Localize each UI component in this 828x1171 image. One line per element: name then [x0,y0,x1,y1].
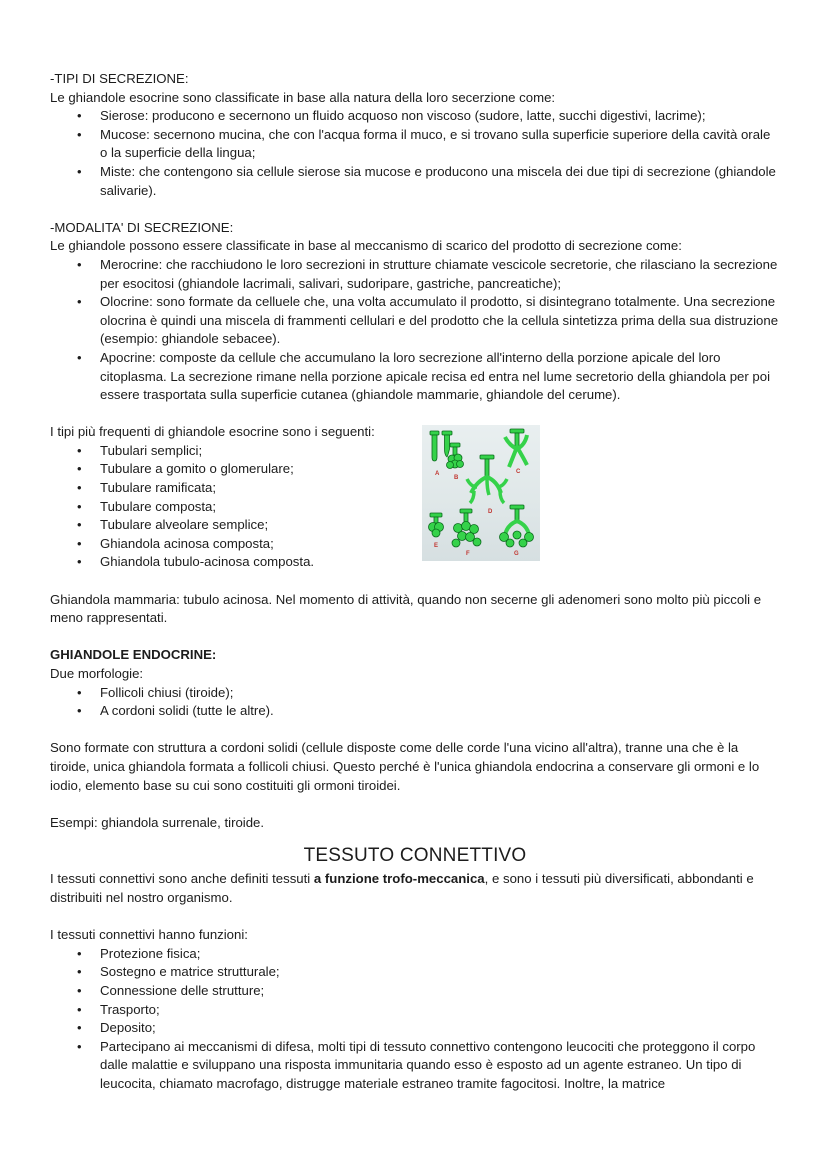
figure-label-g: G [514,551,519,558]
figure-label-b: B [454,475,459,482]
gland-types-block [50,423,780,572]
list-item: • Tubulare composta; [100,498,780,517]
list-item: • Olocrine: sono formate da celluele che, una volta accumulato il prodotto, si disintegrano totalmente. Una secrezione olocrina è quindi una miscela di frammenti cellulari e del prodotto che la cellula sintetizza prima della sua distruzione (esempio: ghiandole sebacee). [100,293,780,349]
connective-functions-list [50,945,780,1094]
list-item: • Ghiandola tubulo-acinosa composta. [100,553,780,572]
connective-functions-intro: I tessuti connettivi hanno funzioni: [50,927,248,943]
secretion-types-intro: Le ghiandole esocrine sono classificate in base alla natura della loro secerzione come: [50,89,556,105]
secretion-types-heading: -TIPI DI SECREZIONE: [50,71,189,86]
document-page [50,70,780,1093]
secretion-modes-heading: -MODALITA' DI SECREZIONE: [50,219,234,235]
secretion-types-list [50,107,780,200]
figure-label-f: F [466,551,470,558]
secretion-modes-list [50,256,780,405]
list-item: • Connessione delle strutture; [100,982,780,1001]
list-item: • Miste: che contengono sia cellule sierose sia mucose e producono una miscela dei due tipi di secrezione (ghiandole salivarie). [100,163,780,200]
figure-label-a: A [435,471,440,478]
gland-shape-e [429,513,444,537]
list-item: • Sostegno e matrice strutturale; [100,963,780,982]
gland-shape-c [505,429,527,467]
list-item: • Mucose: secernono mucina, che con l'acqua forma il muco, e si trovano sulla superficie superiore della cavità orale o la superficie della lingua; [100,126,780,163]
list-item: • Apocrine: composte da cellule che accumulano la loro secrezione all'interno della porzione apicale del loro citoplasma. La secrezione rimane nella porzione apicale recisa ed entra nel lume secretorio della ghiandola per poi essere trasportata sulla superficie cutanea (ghiandole mammarie, ghiandole del cerume). [100,349,780,405]
gland-types-intro: I tipi più frequenti di ghiandole esocrine sono i seguenti: [50,424,375,440]
list-item: • A cordoni solidi (tutte le altre). [100,702,780,721]
mammary-paragraph: Ghiandola mammaria: tubulo acinosa. Nel momento di attività, quando non secerne gli adenomeri sono molto più piccoli e meno rappresentati. [50,591,762,626]
list-item: • Merocrine: che racchiudono le loro secrezioni in strutture chiamate vescicole secretorie, che rilasciano la secrezione per esocitosi (ghiandole lacrimali, salivari, sudoripare, gastriche, pancreatiche); [100,256,780,293]
figure-label-c: C [516,469,521,476]
gland-shape-d [467,455,507,503]
figure-label-d: D [488,509,493,516]
gland-diagram [422,425,540,561]
list-item: • Tubulare a gomito o glomerulare; [100,460,780,479]
endocrine-examples: Esempi: ghiandola surrenale, tiroide. [50,814,265,830]
list-item: • Tubulare alveolare semplice; [100,516,780,535]
gland-types-illustration [422,425,540,561]
list-item: • Tubulari semplici; [100,442,780,461]
list-item: • Deposito; [100,1019,780,1038]
endocrine-paragraph: Sono formate con struttura a cordoni solidi (cellule disposte come delle corde l'una vicino all'altra), tranne una che è la tiroide, unica ghiandola formata a follicoli chiusi. Questo perché è l'unica ghiandola endocrina a conservare gli ormoni e lo iodio, elemento base su cui sono costituiti gli ormoni tiroidei. [50,740,760,793]
endocrine-list [50,684,780,721]
secretion-modes-intro: Le ghiandole possono essere classificate in base al meccanismo di scarico del prodotto di secrezione come: [50,238,682,254]
endocrine-intro: Due morfologie: [50,666,144,681]
list-item: • Sierose: producono e secernono un fluido acquoso non viscoso (sudore, latte, succhi digestivi, lacrime); [100,107,780,126]
connective-title: TESSUTO CONNETTIVO [303,845,527,867]
figure-label-e: E [434,543,439,550]
list-item: • Tubulare ramificata; [100,479,780,498]
list-item: • Protezione fisica; [100,945,780,964]
gland-shape-g [500,505,534,547]
list-item: • Trasporto; [100,1001,780,1020]
gland-shape-f [452,509,481,547]
list-item: • Follicoli chiusi (tiroide); [100,684,780,703]
connective-intro: I tessuti connettivi sono anche definiti tessuti a funzione trofo-meccanica, e sono i tessuti più diversificati, abbondanti e distribuiti nel nostro organismo. [50,871,754,905]
endocrine-heading: GHIANDOLE ENDOCRINE: [50,647,217,663]
list-item: • Ghiandola acinosa composta; [100,535,780,554]
list-item: • Partecipano ai meccanismi di difesa, molti tipi di tessuto connettivo contengono leucociti che proteggono il corpo dalle malattie e sviluppano una risposta immunitaria quando esso è esposto ad un agente estraneo. Un tipo di leucocita, chiamato macrofago, distrugge materiale estraneo tramite fagocitosi. Inoltre, la matrice [100,1038,780,1094]
gland-types-list [50,442,780,572]
